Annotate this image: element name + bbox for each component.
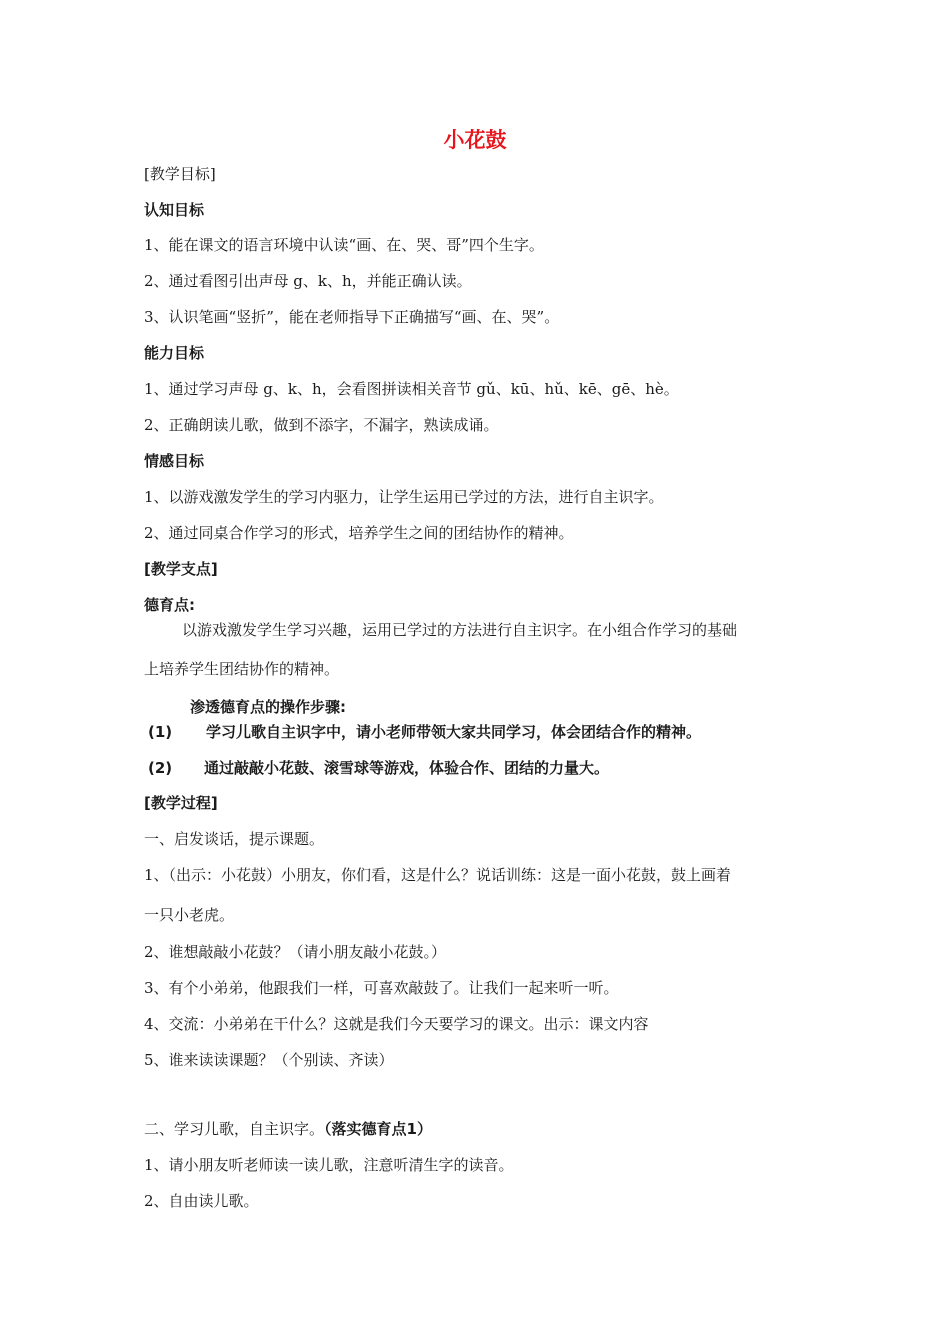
part2-item: 1、请小朋友听老师读一读儿歌，注意听清生字的读音。 <box>144 1156 514 1174</box>
ability-item: 2、正确朗读儿歌，做到不添字，不漏字，熟读成诵。 <box>144 416 499 434</box>
emotion-heading: 情感目标 <box>144 452 205 470</box>
cognitive-item: 3、认识笔画“竖折”，能在老师指导下正确描写“画、在、哭”。 <box>144 308 560 326</box>
steps-heading: 渗透德育点的操作步骤: <box>190 698 346 716</box>
process-heading: [教学过程] <box>144 794 218 812</box>
cognitive-item: 1、能在课文的语言环境中认读“画、在、哭、哥”四个生字。 <box>144 236 544 254</box>
step-text: 通过敲敲小花鼓、滚雪球等游戏，体验合作、团结的力量大。 <box>204 759 610 777</box>
step-number: (1) <box>148 723 173 741</box>
cognitive-heading: 认知目标 <box>144 201 205 219</box>
part2-item: 2、自由读儿歌。 <box>144 1192 259 1210</box>
part1-item: 3、有个小弟弟，他跟我们一样，可喜欢敲鼓了。让我们一起来听一听。 <box>144 979 619 997</box>
cognitive-item: 2、通过看图引出声母 g、k、h，并能正确认读。 <box>144 272 472 290</box>
step-text: 学习儿歌自主识字中，请小老师带领大家共同学习，体会团结合作的精神。 <box>206 723 702 741</box>
part1-item: 5、谁来读读课题？（个别读、齐读） <box>144 1051 394 1069</box>
emotion-item: 2、通过同桌合作学习的形式，培养学生之间的团结协作的精神。 <box>144 524 574 542</box>
moral-text: 以游戏激发学生学习兴趣，运用已学过的方法进行自主识字。在小组合作学习的基础 <box>182 621 738 639</box>
moral-heading: 德育点: <box>144 596 195 614</box>
moral-text-continued: 上培养学生团结协作的精神。 <box>144 660 340 678</box>
part2-note: （落实德育点1） <box>324 1120 432 1138</box>
emotion-item: 1、以游戏激发学生的学习内驱力，让学生运用已学过的方法，进行自主识字。 <box>144 488 664 506</box>
part1-heading: 一、启发谈话，提示课题。 <box>144 830 325 848</box>
step-number: (2) <box>148 759 173 777</box>
part1-item: 1、（出示：小花鼓）小朋友，你们看，这是什么？说话训练：这是一面小花鼓，鼓上画着 <box>144 866 732 884</box>
ability-item: 1、通过学习声母 g、k、h，会看图拼读相关音节 gǔ、kū、hǔ、kē、gē、hè。 <box>144 380 679 398</box>
part1-item-continued: 一只小老虎。 <box>144 906 235 924</box>
part1-item: 2、谁想敲敲小花鼓？（请小朋友敲小花鼓。） <box>144 943 447 961</box>
ability-heading: 能力目标 <box>144 344 205 362</box>
support-heading: [教学支点] <box>144 560 218 578</box>
document-title: 小花鼓 <box>443 128 507 152</box>
part2-heading-line <box>144 1119 810 1139</box>
part1-item: 4、交流：小弟弟在干什么？这就是我们今天要学习的课文。出示：课文内容 <box>144 1015 649 1033</box>
step-item <box>148 722 810 742</box>
objectives-heading: [教学目标] <box>144 165 216 183</box>
step-item <box>148 758 810 778</box>
part2-heading: 二、学习儿歌，自主识字。 <box>144 1120 325 1138</box>
